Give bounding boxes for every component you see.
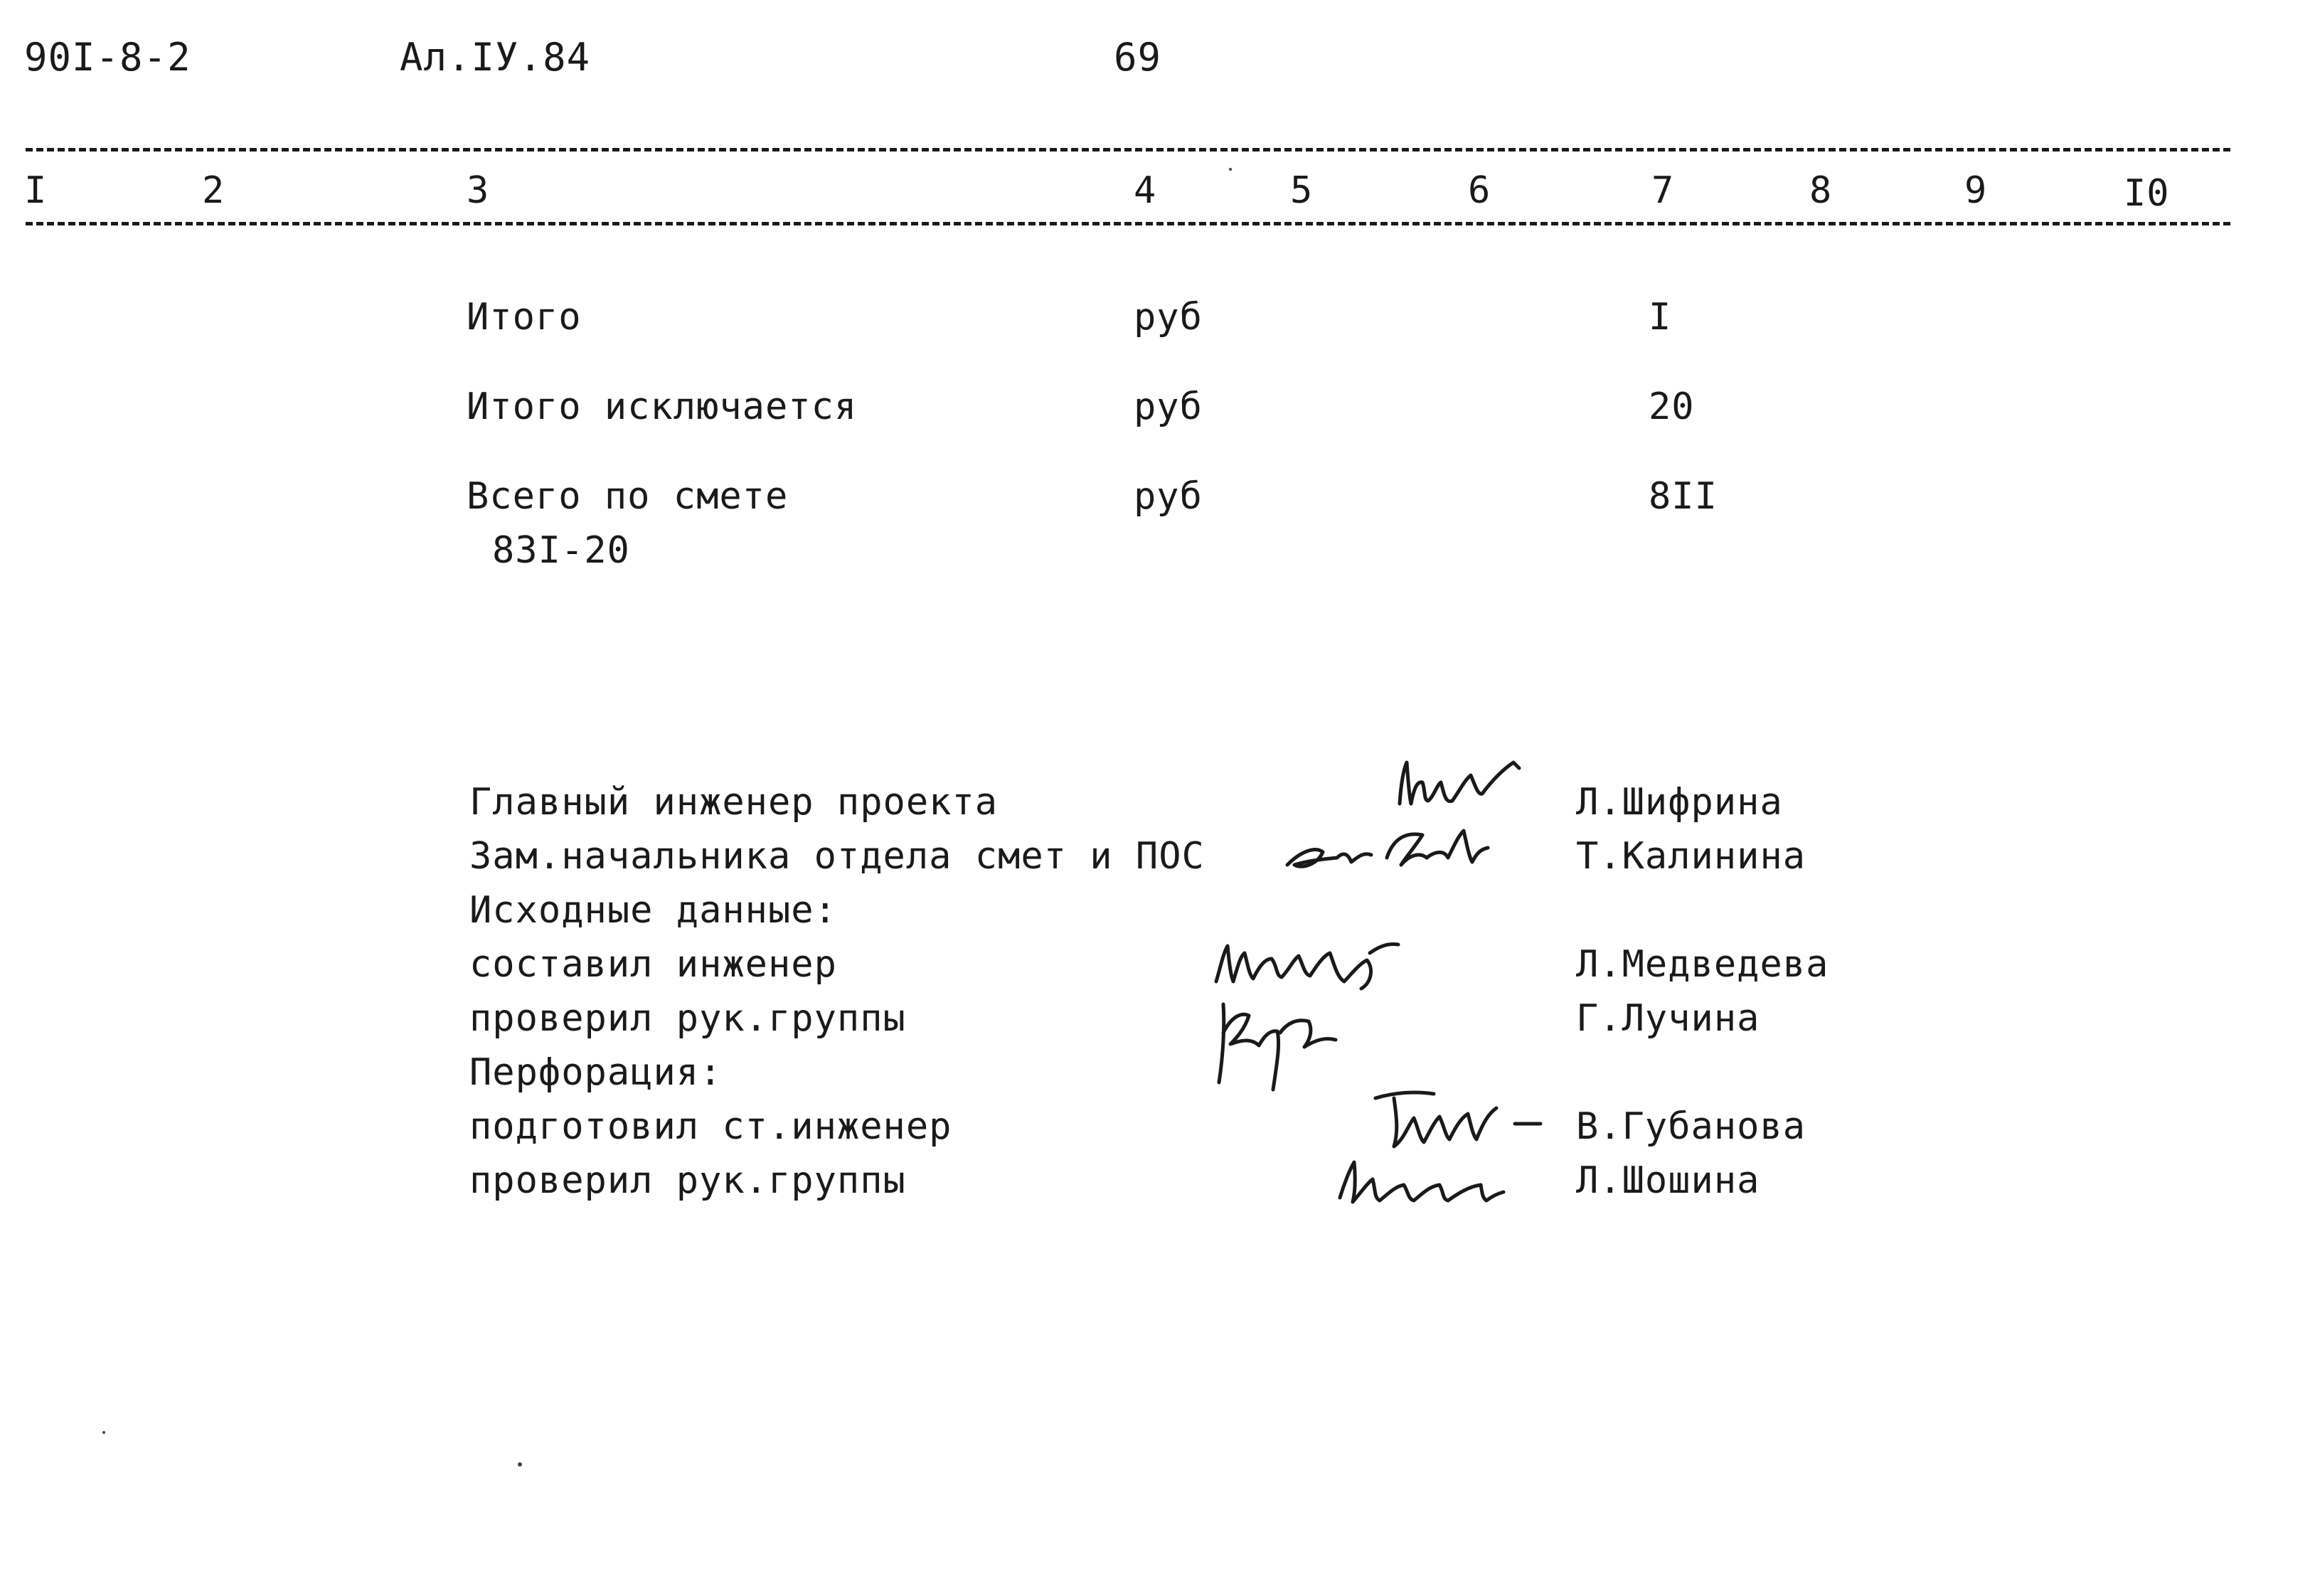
bottom-dashed-rule xyxy=(26,222,2230,225)
column-number: 6 xyxy=(1468,169,1491,212)
column-number: 8 xyxy=(1809,169,1833,212)
signatory-role: составил инженер xyxy=(469,943,837,986)
column-number: I xyxy=(24,169,48,212)
total-value: I xyxy=(1649,296,1672,339)
handwritten-signature xyxy=(1394,754,1522,818)
scan-speck xyxy=(518,1462,522,1467)
signatory-name: Л.Шошина xyxy=(1576,1159,1760,1202)
column-number: 3 xyxy=(467,169,490,212)
handwritten-signature xyxy=(1330,1152,1508,1209)
album-reference: Ал.IУ.84 xyxy=(400,35,591,80)
excluded-unit: руб xyxy=(1134,385,1203,428)
signatory-role: подготовил ст.инженер xyxy=(469,1105,952,1148)
column-number: 4 xyxy=(1134,169,1157,212)
page-number: 69 xyxy=(1114,35,1162,80)
signatory-name: В.Губанова xyxy=(1576,1105,1806,1148)
total-unit: руб xyxy=(1134,296,1203,339)
signatory-role: проверил рук.группы xyxy=(469,997,906,1040)
grand-total-label: Всего по смете xyxy=(467,475,789,518)
signatory-role: Главный инженер проекта xyxy=(469,781,999,824)
signatory-name: Т.Калинина xyxy=(1576,835,1806,878)
signatory-role: Зам.начальника отдела смет и ПОС xyxy=(469,835,1205,878)
excluded-value: 20 xyxy=(1649,385,1695,428)
top-dashed-rule xyxy=(26,148,2230,151)
grand-total-value: 8II xyxy=(1649,475,1718,518)
scan-speck xyxy=(102,1431,105,1434)
excluded-label: Итого исключается xyxy=(467,385,858,428)
column-number: 2 xyxy=(202,169,225,212)
column-number: 7 xyxy=(1651,169,1675,212)
scan-speck xyxy=(1229,168,1232,171)
signatory-name: Г.Лучина xyxy=(1576,997,1760,1040)
handwritten-signature xyxy=(1209,990,1351,1104)
section-heading: Исходные данные: xyxy=(469,889,837,932)
column-number: 5 xyxy=(1290,169,1314,212)
grand-total-unit: руб xyxy=(1134,475,1203,518)
column-number: 9 xyxy=(1964,169,1988,212)
column-number: I0 xyxy=(2124,172,2170,215)
signatory-role: проверил рук.группы xyxy=(469,1159,906,1202)
handwritten-signature xyxy=(1366,1082,1550,1161)
section-heading: Перфорация: xyxy=(469,1051,723,1094)
total-label: Итого xyxy=(467,296,582,339)
signatory-name: Л.Медведева xyxy=(1576,943,1829,986)
signatory-name: Л.Шифрина xyxy=(1576,781,1783,824)
document-code: 90I-8-2 xyxy=(24,35,191,80)
grand-total-note: 83I-20 xyxy=(492,529,630,572)
handwritten-signature xyxy=(1280,815,1494,879)
